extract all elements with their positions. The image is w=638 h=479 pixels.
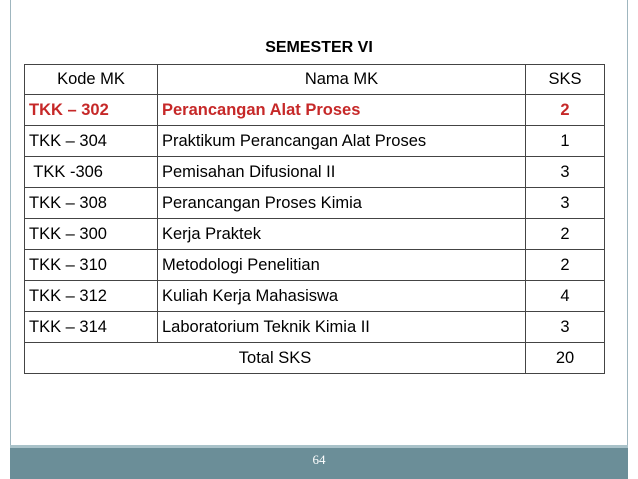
cell-kode: TKK – 300: [25, 219, 158, 250]
table-row: [25, 281, 605, 312]
total-label: Total SKS: [25, 343, 526, 374]
frame-right-border: [627, 0, 628, 448]
cell-kode: TKK – 314: [25, 312, 158, 343]
frame-left-border: [10, 0, 11, 448]
page-number: 64: [312, 452, 326, 467]
cell-kode: TKK – 304: [25, 126, 158, 157]
cell-nama: Laboratorium Teknik Kimia II: [158, 312, 526, 343]
cell-sks: 2: [526, 219, 605, 250]
cell-nama: Perancangan Proses Kimia: [158, 188, 526, 219]
cell-sks: 3: [526, 188, 605, 219]
cell-sks: 3: [526, 312, 605, 343]
table-row: [25, 312, 605, 343]
table-row: [25, 157, 605, 188]
cell-kode: TKK – 302: [25, 95, 158, 126]
table-row: [25, 250, 605, 281]
table-row: [25, 219, 605, 250]
cell-nama: Metodologi Penelitian: [158, 250, 526, 281]
header-nama: Nama MK: [158, 65, 526, 95]
header-kode: Kode MK: [25, 65, 158, 95]
cell-sks: 1: [526, 126, 605, 157]
table-header-row: [25, 65, 605, 95]
header-sks: SKS: [526, 65, 605, 95]
cell-kode: TKK – 308: [25, 188, 158, 219]
cell-nama: Perancangan Alat Proses: [158, 95, 526, 126]
table-total-row: [25, 343, 605, 374]
cell-kode: TKK -306: [25, 157, 158, 188]
cell-sks: 2: [526, 95, 605, 126]
cell-kode: TKK – 312: [25, 281, 158, 312]
total-value: 20: [526, 343, 605, 374]
semester-title: SEMESTER VI: [265, 39, 373, 56]
cell-nama: Kuliah Kerja Mahasiswa: [158, 281, 526, 312]
cell-sks: 2: [526, 250, 605, 281]
table-row: [25, 188, 605, 219]
cell-nama: Kerja Praktek: [158, 219, 526, 250]
table-row: [25, 95, 605, 126]
cell-sks: 3: [526, 157, 605, 188]
cell-sks: 4: [526, 281, 605, 312]
table-row: [25, 126, 605, 157]
cell-nama: Pemisahan Difusional II: [158, 157, 526, 188]
course-table: [24, 64, 605, 374]
cell-nama: Praktikum Perancangan Alat Proses: [158, 126, 526, 157]
cell-kode: TKK – 310: [25, 250, 158, 281]
